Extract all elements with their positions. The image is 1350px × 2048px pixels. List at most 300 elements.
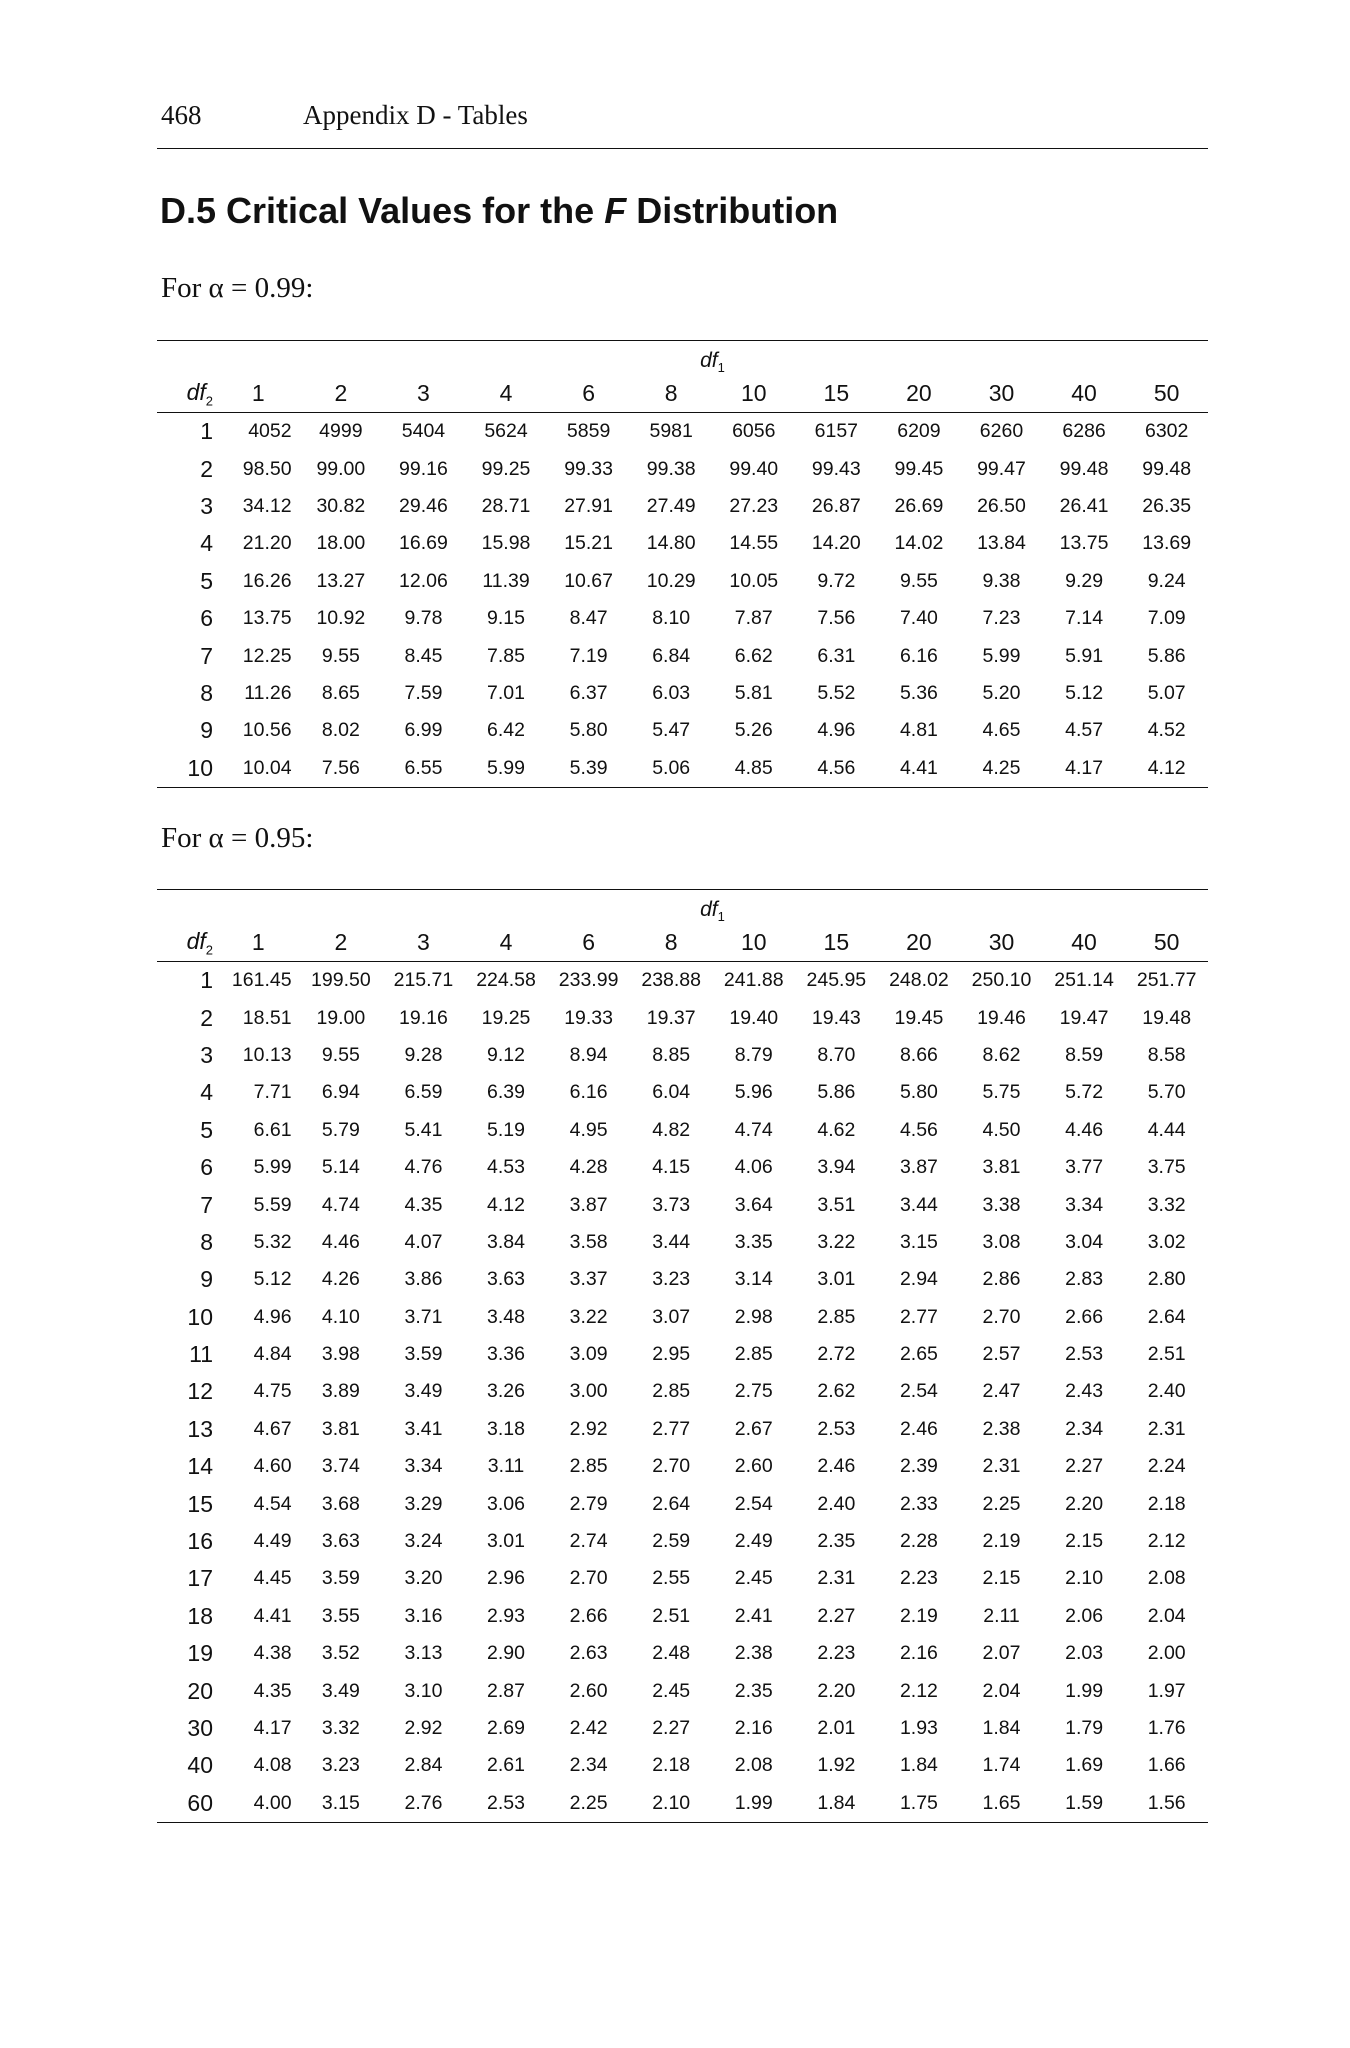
df2-label: df [186,927,206,954]
table-cell: 5404 [401,420,446,443]
table-cell: 2.77 [899,1305,938,1328]
table-cell: 1.99 [1065,1679,1104,1702]
table-cell: 4.54 [253,1492,292,1515]
table-cell: 4.96 [253,1305,292,1328]
table-cell: 5981 [649,420,693,443]
table-cell: 3.37 [569,1268,608,1291]
table-cell: 6.16 [569,1081,608,1104]
table-cell: 2.15 [982,1567,1021,1590]
table-cell: 4.00 [217,1785,300,1823]
column-header: 30 [960,375,1043,413]
table-cell: 3.52 [321,1642,360,1665]
table-cell: 6.03 [652,681,691,704]
section-title-var: F [604,190,627,231]
table-cell: 2.00 [1147,1642,1186,1665]
table-cell: 98.50 [242,457,292,480]
table-cell: 4.57 [1065,719,1104,742]
table-cell: 241.88 [723,969,784,992]
row-label: 13 [187,1415,213,1442]
table-cell: 4.82 [652,1118,691,1141]
column-header: 6 [547,924,630,962]
table-cell: 2.62 [817,1380,856,1403]
table-cell: 4.38 [253,1642,292,1665]
table-cell: 1.99 [712,1785,795,1823]
running-title: Appendix D - Tables [303,100,528,130]
table-cell: 6.61 [253,1118,292,1141]
table-cell: 3.63 [487,1268,525,1291]
table-cell: 2.34 [1065,1417,1104,1440]
table-cell: 5.06 [630,750,713,788]
table-cell: 2.01 [817,1717,856,1739]
table-cell: 5.19 [487,1118,525,1141]
table-cell: 5.12 [253,1268,292,1291]
table-cell: 10.05 [729,569,779,592]
table-cell: 6209 [897,420,941,443]
table-cell: 8.66 [899,1043,938,1066]
table-cell: 6056 [732,420,776,443]
table-cell: 3.01 [817,1268,856,1291]
table-cell: 12.06 [399,569,448,592]
column-header: 30 [960,924,1043,962]
table-cell: 3.24 [404,1530,443,1553]
table-cell: 8.02 [321,719,360,742]
table-cell: 19.46 [977,1006,1026,1029]
table-cell: 19.33 [564,1006,613,1029]
table-cell: 224.58 [476,969,536,992]
corner-cell [157,890,217,925]
table-cell: 2.40 [1147,1380,1186,1403]
table-cell: 5.99 [253,1156,292,1179]
table-cell: 1.97 [1147,1679,1186,1702]
table-cell: 21.20 [242,532,292,555]
table-row [157,1411,1208,1448]
row-label: 4 [200,530,213,557]
table-cell: 9.55 [321,644,360,667]
table-cell: 6302 [1144,420,1189,443]
table-cell: 2.64 [1147,1305,1186,1328]
table-cell: 4.44 [1147,1118,1186,1141]
table-cell: 2.19 [982,1530,1021,1553]
table-cell: 3.32 [321,1717,360,1739]
table-cell: 2.51 [652,1604,691,1627]
table-cell: 4.81 [899,719,938,742]
table-cell: 18.00 [316,532,366,555]
table-cell: 7.56 [817,607,856,630]
table-cell: 4.17 [1043,750,1126,788]
table-cell: 6157 [814,420,859,443]
table-cell: 3.38 [982,1193,1021,1216]
table-cell: 9.29 [1065,569,1104,592]
row-label: 14 [187,1453,213,1480]
page-number: 468 [161,100,202,130]
table-cell: 3.77 [1065,1156,1104,1179]
table-cell: 4.85 [712,750,795,788]
table-cell: 3.34 [1065,1193,1104,1216]
df2-header [157,924,217,962]
row-label: 1 [200,967,213,994]
table-cell: 2.16 [734,1717,773,1739]
table-cell: 2.04 [982,1679,1021,1702]
table-cell: 4.84 [253,1343,292,1366]
row-label: 1 [200,418,213,445]
table-row [157,413,1208,451]
table-cell: 2.20 [1065,1492,1104,1515]
table-cell: 3.09 [569,1343,608,1366]
table-cell: 2.77 [652,1417,691,1440]
table-cell: 3.29 [404,1492,443,1515]
table-cell: 12.25 [242,644,292,667]
table-cell: 7.09 [1147,607,1186,630]
df2-subscript: 2 [205,393,213,409]
table-cell: 2.23 [817,1642,856,1665]
table-cell: 7.19 [569,644,608,667]
table-cell: 3.11 [487,1455,525,1478]
table-cell: 2.15 [1065,1530,1104,1553]
table-cell: 8.85 [652,1043,691,1066]
table-cell: 7.85 [487,644,525,667]
table-cell: 3.02 [1147,1230,1186,1253]
table-cell: 4.74 [734,1118,773,1141]
table-row [157,1635,1208,1672]
table-cell: 2.18 [1147,1492,1186,1515]
column-header: 20 [878,375,961,413]
table-cell: 3.15 [300,1785,383,1823]
table-cell: 5624 [484,420,528,443]
table-cell: 6.59 [404,1081,443,1104]
table-cell: 3.74 [321,1455,360,1478]
table-cell: 199.50 [311,969,371,992]
table-cell: 99.45 [894,457,944,480]
row-label: 6 [200,605,213,632]
row-label: 12 [187,1378,213,1405]
table-row [157,1485,1208,1522]
table-cell: 3.18 [487,1417,525,1440]
table-cell: 19.43 [811,1006,861,1029]
table-cell: 2.70 [569,1567,608,1590]
table-cell: 14.20 [811,532,861,555]
table-cell: 4.60 [253,1455,292,1478]
table-cell: 5.86 [1147,644,1186,667]
table-cell: 26.50 [977,494,1026,517]
table-row [157,450,1208,487]
table-cell: 6.62 [734,644,773,667]
table-cell: 2.27 [652,1717,691,1739]
row-label: 3 [200,1041,213,1068]
table-cell: 1.65 [960,1785,1043,1823]
table-cell: 26.35 [1142,494,1192,517]
column-header: 4 [465,924,548,962]
table-cell: 3.75 [1147,1156,1186,1179]
table-cell: 8.62 [982,1043,1021,1066]
table-row [157,1149,1208,1186]
table-row [157,488,1208,525]
table-cell: 9.28 [404,1043,443,1066]
table-cell: 19.40 [729,1006,779,1029]
table-cell: 3.04 [1065,1230,1104,1253]
table-cell: 6.42 [487,719,525,742]
table-cell: 15.98 [481,532,531,555]
table-cell: 27.23 [729,494,779,517]
table-cell: 9.55 [321,1043,360,1066]
table-cell: 4.49 [253,1530,292,1553]
table-cell: 99.16 [399,457,448,480]
table-cell: 4.75 [253,1380,292,1403]
table-row [157,750,1208,788]
table-cell: 3.51 [817,1193,856,1216]
table-cell: 11.39 [482,569,530,592]
table-cell: 2.33 [899,1492,938,1515]
table-cell: 4052 [248,420,292,443]
table-cell: 3.87 [569,1193,608,1216]
row-label: 10 [157,750,217,788]
table-cell: 3.49 [321,1679,360,1702]
column-header: 40 [1043,924,1126,962]
table-cell: 7.40 [899,607,938,630]
table-cell: 14.55 [729,532,779,555]
table-cell: 8.45 [404,644,443,667]
table-cell: 4.56 [899,1118,938,1141]
table-cell: 1.93 [899,1717,938,1739]
row-label: 4 [200,1079,213,1106]
table-cell: 4.74 [321,1193,360,1216]
row-label: 5 [200,567,213,594]
table-cell: 2.24 [1147,1455,1186,1478]
table-cell: 2.57 [982,1343,1021,1366]
table-cell: 2.84 [404,1754,443,1777]
table-cell: 1.92 [817,1754,856,1777]
table-cell: 251.77 [1136,969,1197,992]
table-cell: 6.31 [817,644,856,667]
table-cell: 3.10 [404,1679,443,1702]
table-cell: 5.47 [652,719,691,742]
table-cell: 4.50 [982,1118,1021,1141]
table-cell: 4.07 [404,1230,443,1253]
table-cell: 4.45 [253,1567,292,1590]
table-cell: 19.48 [1142,1006,1192,1029]
row-label: 9 [200,717,213,744]
table-cell: 8.94 [569,1043,608,1066]
row-label: 2 [200,455,213,482]
column-header: 40 [1043,375,1126,413]
table-row [157,1037,1208,1074]
section-number: D.5 [160,190,217,231]
table-cell: 2.12 [899,1679,938,1702]
table-cell: 5.20 [982,681,1021,704]
table-cell: 3.44 [899,1193,938,1216]
table-cell: 2.45 [734,1567,773,1590]
table-cell: 2.59 [652,1530,691,1553]
table-cell: 4.96 [817,719,856,742]
table-cell: 3.14 [734,1268,773,1291]
table-row [157,712,1208,749]
table-cell: 8.58 [1147,1043,1186,1066]
table-cell: 4.08 [253,1754,292,1777]
table-cell: 2.66 [569,1604,608,1627]
table-cell: 10.56 [242,719,292,742]
table-cell: 4.28 [569,1156,608,1179]
row-label: 18 [187,1602,213,1629]
row-label: 8 [200,1228,213,1255]
table-cell: 8.47 [569,607,608,630]
table-cell: 3.71 [404,1305,443,1328]
table-cell: 10.13 [242,1043,292,1066]
table-cell: 3.64 [734,1193,773,1216]
table-cell: 4.17 [253,1717,292,1739]
table-cell: 13.75 [242,607,292,630]
table-cell: 3.81 [982,1156,1021,1179]
alpha-099-label: For α = 0.99: [161,272,314,304]
table-cell: 99.47 [977,457,1026,480]
table-cell: 2.63 [569,1642,608,1665]
table-cell: 3.20 [404,1567,443,1590]
table-cell: 9.55 [899,569,938,592]
section-title-pre: Critical Values for the [226,190,595,231]
table-cell: 19.47 [1059,1006,1109,1029]
table-cell: 6286 [1062,420,1106,443]
table-row [157,637,1208,674]
df1-subscript: 1 [717,360,725,375]
table-cell: 6260 [979,420,1024,443]
table-cell: 19.45 [894,1006,944,1029]
table-cell: 5.80 [899,1081,938,1104]
table-cell: 1.74 [982,1754,1021,1777]
table-cell: 1.66 [1147,1754,1186,1777]
table-cell: 2.45 [652,1679,691,1702]
table-cell: 4.15 [652,1156,691,1179]
table-cell: 7.56 [300,750,383,788]
table-row [157,1560,1208,1597]
table-cell: 215.71 [393,969,454,992]
section-title [160,190,838,232]
table-cell: 18.51 [242,1006,292,1029]
table-cell: 251.14 [1054,969,1114,992]
table-cell: 4.62 [817,1118,856,1141]
table-row [157,1672,1208,1709]
table-cell: 4.56 [795,750,878,788]
table-cell: 10.67 [564,569,613,592]
table-cell: 99.48 [1142,457,1192,480]
table-cell: 19.37 [646,1006,696,1029]
table-row [157,1523,1208,1560]
table-cell: 4.35 [404,1193,443,1216]
table-cell: 3.59 [321,1567,360,1590]
table-cell: 1.84 [899,1754,938,1777]
row-label: 15 [187,1490,213,1517]
table-cell: 4.46 [321,1230,360,1253]
table-cell: 3.00 [569,1380,608,1403]
table-cell: 248.02 [889,969,949,992]
row-label: 30 [187,1715,213,1741]
table-cell: 3.36 [487,1343,525,1366]
row-label: 9 [200,1266,213,1293]
running-header [157,96,1208,149]
table-cell: 2.19 [899,1604,938,1627]
table-cell: 4.76 [404,1156,443,1179]
table-cell: 4999 [319,420,363,443]
table-cell: 6.94 [321,1081,360,1104]
table-cell: 29.46 [399,494,448,517]
table-cell: 3.16 [404,1604,443,1627]
table-cell: 2.87 [487,1679,525,1702]
table-cell: 30.82 [316,494,366,517]
table-cell: 2.49 [734,1530,773,1553]
table-cell: 2.41 [734,1604,773,1627]
column-header: 6 [547,375,630,413]
table-cell: 3.44 [652,1230,691,1253]
corner-cell [157,341,217,376]
table-row [157,962,1208,1000]
table-cell: 5.96 [734,1081,773,1104]
column-header: 3 [382,924,465,962]
table-cell: 250.10 [971,969,1032,992]
table-cell: 3.87 [899,1156,938,1179]
table-cell: 99.25 [481,457,531,480]
table-cell: 5.12 [1065,681,1104,704]
table-cell: 13.75 [1059,532,1109,555]
table-cell: 2.27 [817,1604,856,1627]
table-cell: 2.27 [1065,1455,1104,1478]
table-cell: 8.65 [321,681,360,704]
table-cell: 6.99 [404,719,443,742]
table-cell: 10.04 [217,750,300,788]
table-cell: 4.95 [569,1118,608,1141]
row-label: 10 [187,1303,213,1330]
table-cell: 2.38 [982,1417,1021,1440]
table-cell: 2.20 [817,1679,856,1702]
column-header: 50 [1125,924,1208,962]
table-cell: 7.01 [487,681,525,704]
table-row [157,1299,1208,1336]
table-cell: 5.70 [1147,1081,1186,1104]
table-cell: 6.39 [487,1081,525,1104]
table-cell: 2.48 [652,1642,691,1665]
table-cell: 13.69 [1142,532,1192,555]
table-row [157,1448,1208,1485]
table-cell: 3.55 [321,1604,360,1627]
table-cell: 2.92 [569,1417,608,1440]
table-cell: 8.70 [817,1043,856,1066]
table-cell: 3.49 [404,1380,443,1403]
table-cell: 16.69 [399,532,448,555]
table-cell: 2.39 [899,1455,938,1478]
table-cell: 2.98 [734,1305,773,1328]
table-cell: 2.96 [487,1567,525,1590]
table-cell: 4.41 [253,1604,292,1627]
table-cell: 4.25 [960,750,1043,788]
column-header: 15 [795,375,878,413]
table-cell: 34.12 [242,494,292,517]
table-cell: 4.67 [253,1417,292,1440]
table-cell: 2.86 [982,1268,1021,1291]
table-cell: 2.54 [734,1492,773,1515]
table-cell: 2.28 [899,1530,938,1553]
table-cell: 6.84 [652,644,691,667]
table-row [157,1336,1208,1373]
table-cell: 26.69 [894,494,944,517]
table-cell: 27.49 [646,494,696,517]
table-cell: 4.12 [1125,750,1208,788]
table-cell: 5.79 [321,1118,360,1141]
table-cell: 7.87 [734,607,773,630]
table-cell: 99.48 [1059,457,1109,480]
table-cell: 16.26 [242,569,292,592]
table-cell: 2.25 [547,1785,630,1823]
table-cell: 19.00 [316,1006,366,1029]
table-cell: 6.37 [569,681,608,704]
table-cell: 9.12 [487,1043,525,1066]
table-row [157,1373,1208,1410]
table-cell: 2.46 [899,1417,938,1440]
